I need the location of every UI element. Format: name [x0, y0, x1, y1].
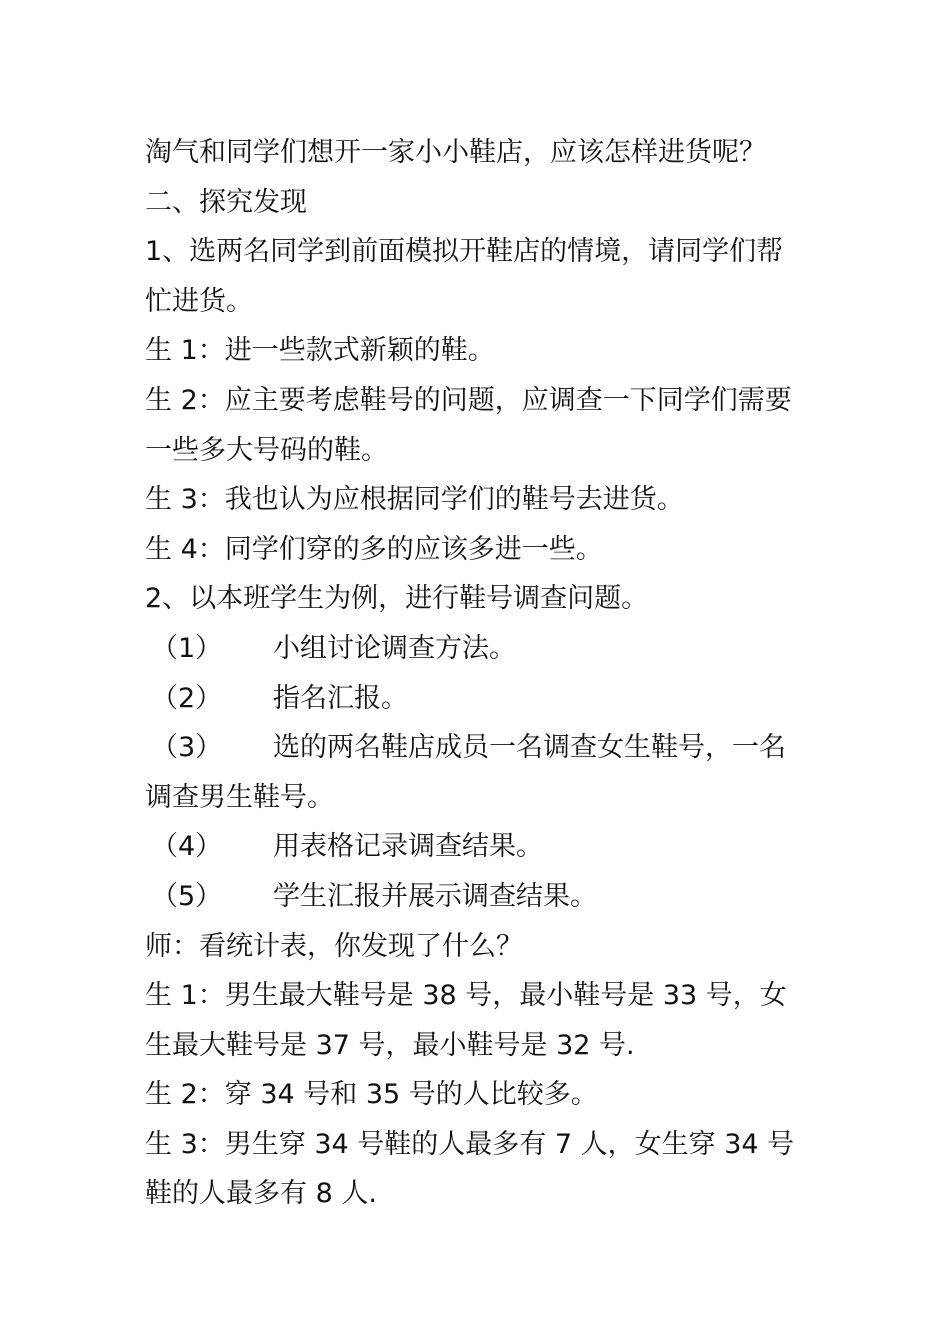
- list-item: [145, 723, 810, 822]
- paragraph-student-1: 生 1：进一些款式新颖的鞋。: [145, 335, 495, 367]
- paragraph-answer-3: 生 3：男生穿 34 号鞋的人最多有 7 人，女生穿 34 号鞋的人最多有 8 人.: [145, 1128, 795, 1210]
- paragraph-answer-2: 生 2：穿 34 号和 35 号的人比较多。: [145, 1079, 598, 1111]
- paragraph-student-4: 生 4：同学们穿的多的应该多进一些。: [145, 533, 603, 565]
- list-item: [145, 822, 810, 872]
- section-heading: 二、探究发现: [145, 186, 307, 218]
- list-text: 小组讨论调查方法。: [273, 632, 516, 664]
- list-item: [145, 674, 810, 724]
- paragraph-student-2: 生 2：应主要考虑鞋号的问题，应调查一下同学们需要一些多大号码的鞋。: [145, 384, 792, 466]
- paragraph-intro: 淘气和同学们想开一家小小鞋店，应该怎样进货呢？: [145, 137, 766, 168]
- list-number: （3）: [151, 732, 223, 764]
- paragraph-teacher-question: 师：看统计表，你发现了什么？: [145, 930, 523, 962]
- list-number: （2）: [151, 682, 223, 714]
- document-body: [145, 128, 810, 1219]
- list-number: （1）: [151, 632, 223, 664]
- list-number: （4）: [151, 831, 223, 863]
- list-text: 选的两名鞋店成员一名调查女生鞋号，一名调查男生鞋号。: [145, 732, 786, 813]
- paragraph-student-3: 生 3：我也认为应根据同学们的鞋号去进货。: [145, 484, 684, 516]
- list-number: （5）: [151, 880, 223, 912]
- list-text: 用表格记录调查结果。: [273, 831, 543, 863]
- paragraph-step-2: 2、以本班学生为例，进行鞋号调查问题。: [145, 583, 649, 615]
- paragraph-step-1: 1、选两名同学到前面模拟开鞋店的情境，请同学们帮忙进货。: [145, 236, 784, 317]
- list-text: 学生汇报并展示调查结果。: [273, 880, 597, 912]
- paragraph-answer-1: 生 1：男生最大鞋号是 38 号，最小鞋号是 33 号，女生最大鞋号是 37 号，最小鞋号是 32 号.: [145, 980, 787, 1061]
- list-text: 指名汇报。: [273, 682, 408, 714]
- list-item: [145, 872, 810, 922]
- list-item: [145, 624, 810, 674]
